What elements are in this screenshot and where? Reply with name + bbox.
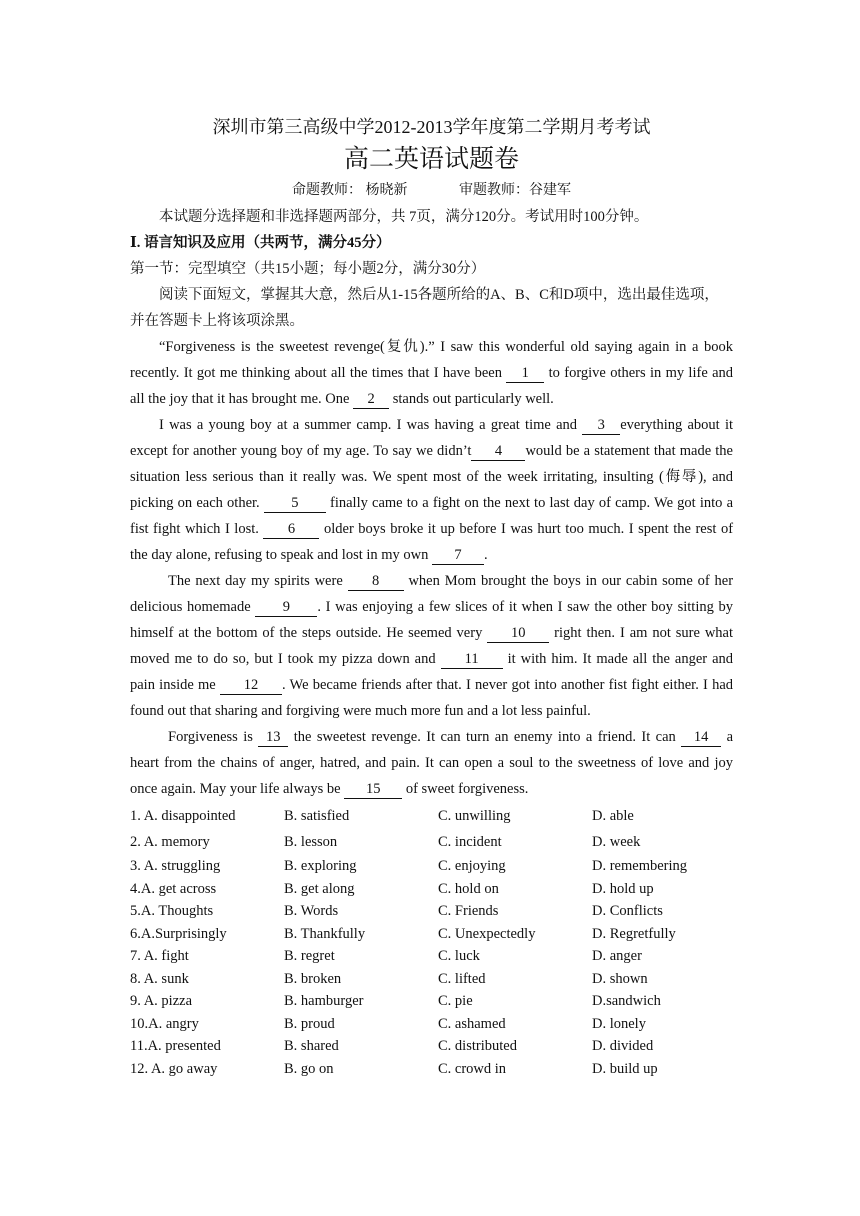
option-d: D. Regretfully — [592, 925, 676, 942]
blank-14: 14 — [681, 728, 721, 747]
option-row — [130, 803, 733, 829]
option-row — [130, 945, 733, 968]
option-d: D. Conflicts — [592, 903, 663, 919]
option-b: B. Thankfully — [284, 925, 366, 942]
option-a: 10.A. angry — [130, 1015, 199, 1032]
blank-7: 7 — [432, 546, 484, 565]
option-d: D. build up — [592, 1060, 658, 1077]
option-c: C. Unexpectedly — [438, 925, 536, 942]
blank-11: 11 — [441, 650, 503, 669]
passage-text: . We became friends after that. I never got into another fist fight either. I had found out that sharing and forgiving were much more fun and a lot less painful. — [130, 677, 734, 719]
option-a: 7. A. fight — [130, 948, 189, 964]
option-d: D. lonely — [592, 1015, 646, 1032]
option-d: D. remembering — [592, 858, 688, 874]
blank-1: 1 — [506, 364, 544, 383]
option-d: D. shown — [592, 970, 648, 987]
option-row — [130, 990, 733, 1013]
option-c: C. pie — [438, 993, 473, 1009]
passage-text: . I was enjoying a few slices of it when I saw the other boy sitting by himself at the bottom of the steps outside. He seemed very — [130, 599, 734, 641]
option-b: B. exploring — [284, 858, 357, 874]
passage-text: I was a young boy at a summer camp. I was having a great time and — [159, 417, 577, 433]
option-c: C. distributed — [438, 1038, 517, 1054]
passage-text: “Forgiveness is the sweetest revenge(复仇).” I saw this wonderful old saying again in a book recently. It got me thinking about all the times that I have been — [130, 339, 733, 381]
option-b: B. broken — [284, 970, 342, 987]
option-c: C. ashamed — [438, 1015, 506, 1032]
blank-6: 6 — [263, 520, 319, 539]
passage-text: older boys broke it up before I was hurt too much. I spent the rest of the day alone, refusing to speak and lost in my own — [130, 521, 734, 563]
option-c: C. hold on — [438, 880, 499, 897]
passage-text: everything about it except for another young boy of my age. To say we didn’t — [130, 417, 734, 459]
option-c: C. luck — [438, 948, 480, 964]
passage-text: the sweetest revenge. It can turn an enemy into a friend. It can — [293, 729, 676, 745]
option-d: D. anger — [592, 948, 642, 964]
passage-text: of sweet forgiveness. — [405, 781, 529, 797]
option-c: C. Friends — [438, 903, 499, 919]
option-a: 2. A. memory — [130, 834, 210, 850]
blank-2: 2 — [353, 390, 389, 409]
instructions: 阅读下面短文，掌握其大意，然后从1-15各题所给的A、B、C和D项中，选出最佳选项，并在答题卡上将该项涂黑。 — [130, 287, 719, 329]
passage-text: . — [484, 547, 488, 563]
blank-10: 10 — [487, 624, 549, 643]
option-row — [130, 1035, 733, 1058]
option-b: B. satisfied — [284, 808, 350, 824]
option-d: D. week — [592, 834, 641, 850]
option-a: 8. A. sunk — [130, 970, 189, 987]
blank-15: 15 — [344, 780, 402, 799]
passage-text: when Mom brought the boys in our cabin some of her delicious homemade — [130, 573, 734, 615]
passage-text: to forgive others in my life and all the joy that it has brought me. One — [130, 365, 734, 407]
option-b: B. go on — [284, 1060, 334, 1077]
option-row — [130, 1058, 733, 1081]
option-a: 6.A.Surprisingly — [130, 925, 227, 942]
option-b: B. get along — [284, 880, 355, 897]
option-b: B. shared — [284, 1038, 339, 1054]
passage-paragraph-2 — [130, 412, 733, 568]
blank-8: 8 — [348, 572, 404, 591]
passage-text: right then. I am not sure what moved me to do so, but I took my pizza down and — [130, 625, 734, 667]
blank-12: 12 — [220, 676, 282, 695]
option-row — [130, 1013, 733, 1036]
option-a: 9. A. pizza — [130, 993, 193, 1009]
option-row — [130, 878, 733, 901]
blank-5: 5 — [264, 494, 326, 513]
option-a: 1. A. disappointed — [130, 808, 236, 824]
passage-text: finally came to a fight on the next to last day of camp. We got into a fist fight which I lost. — [130, 495, 734, 537]
exam-info: 本试题分选择题和非选择题两部分，共 7页，满分120分。考试用时100分钟。 — [159, 209, 649, 225]
school-title: 深圳市第三高级中学2012-2013学年度第二学期月考考试 — [212, 117, 651, 137]
option-c: C. incident — [438, 834, 502, 850]
option-b: B. proud — [284, 1015, 335, 1032]
option-b: B. lesson — [284, 834, 338, 850]
passage-text: The next day my spirits were — [168, 573, 343, 589]
setter: 命题教师： 杨晓新 — [292, 183, 408, 198]
paper-title: 高二英语试题卷 — [343, 146, 519, 173]
option-a: 3. A. struggling — [130, 858, 221, 874]
option-c: C. crowd in — [438, 1060, 507, 1077]
option-d: D.sandwich — [592, 993, 661, 1009]
options-list — [130, 803, 733, 1080]
passage-text: a heart from the chains of anger, hatred, and pain. It can open a soul to the sweetness of love and joy once again. May your life always be — [130, 729, 733, 797]
blank-3: 3 — [582, 416, 620, 435]
option-b: B. hamburger — [284, 993, 364, 1009]
option-c: C. lifted — [438, 970, 486, 987]
passage-paragraph-1 — [130, 334, 733, 412]
option-row — [130, 855, 733, 878]
option-b: B. Words — [284, 903, 339, 919]
passage-paragraph-4 — [130, 724, 733, 802]
option-row — [130, 829, 733, 855]
option-a: 11.A. presented — [130, 1038, 221, 1054]
option-d: D. able — [592, 808, 634, 824]
exam-page — [130, 112, 733, 1080]
option-row — [130, 900, 733, 923]
section-heading: Ⅰ. 语言知识及应用（共两节，满分45分） — [130, 235, 391, 251]
blank-9: 9 — [255, 598, 317, 617]
option-a: 5.A. Thoughts — [130, 903, 214, 919]
part1-heading: 第一节：完型填空（共15小题；每小题2分，满分30分） — [130, 261, 486, 277]
blank-13: 13 — [258, 728, 288, 747]
option-a: 4.A. get across — [130, 880, 217, 897]
blank-4: 4 — [471, 442, 525, 461]
passage-text: would be a statement that made the situation less serious than it really was. We spent most of the week irritating, insulting (侮辱), and picking on each other. — [130, 443, 733, 511]
option-d: D. divided — [592, 1038, 654, 1054]
option-b: B. regret — [284, 948, 335, 964]
passage-paragraph-3 — [130, 568, 733, 724]
option-d: D. hold up — [592, 880, 654, 897]
option-row — [130, 968, 733, 991]
teachers-line — [130, 178, 733, 204]
passage-text: stands out particularly well. — [392, 391, 554, 407]
passage-text: it with him. It made all the anger and pain inside me — [130, 651, 734, 693]
option-c: C. unwilling — [438, 808, 511, 824]
passage-text: Forgiveness is — [168, 729, 253, 745]
option-c: C. enjoying — [438, 858, 506, 874]
option-row — [130, 923, 733, 946]
option-a: 12. A. go away — [130, 1060, 218, 1077]
reviewer: 审题教师：谷建军 — [459, 183, 571, 198]
